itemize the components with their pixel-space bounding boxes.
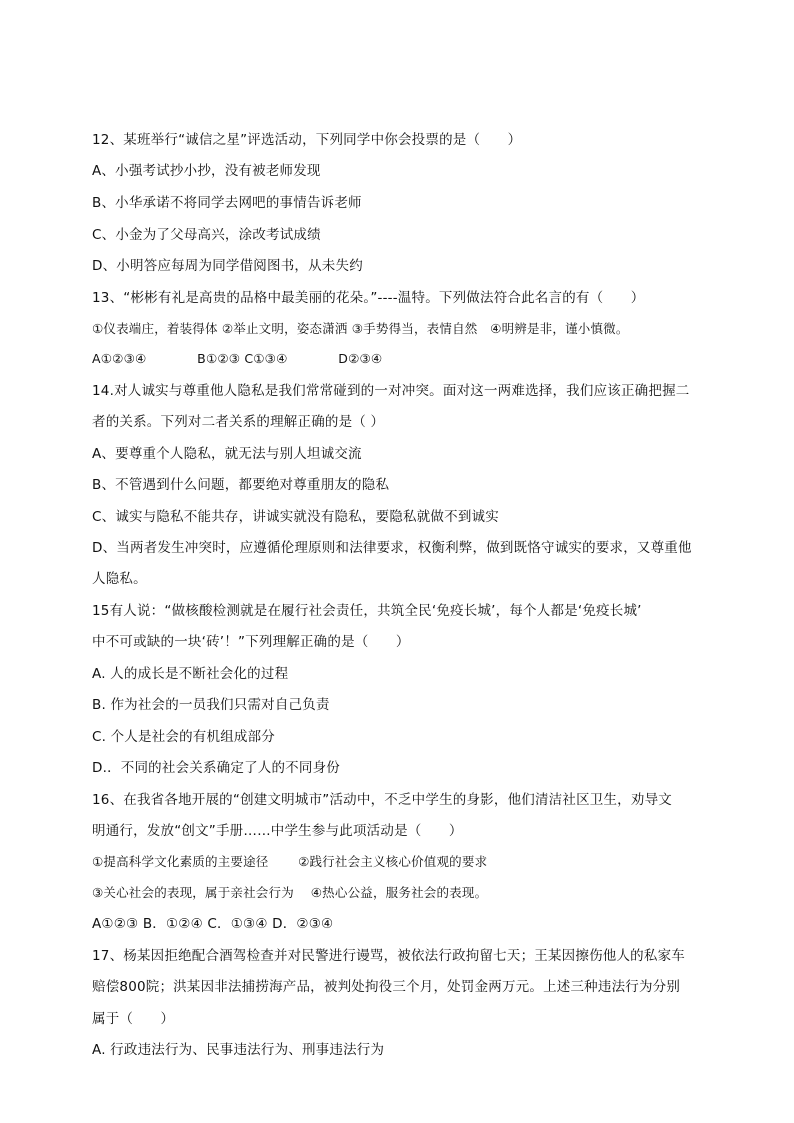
question-14-option-d: D、当两者发生冲突时，应遵循伦理原则和法律要求，权衡利弊，做到既恪守诚实的要求，又尊重他 [92, 540, 692, 556]
question-14-option-b: B、不管遇到什么问题，都要绝对尊重朋友的隐私 [92, 477, 390, 493]
question-14-option-c: C、诚实与隐私不能共存，讲诚实就没有隐私，要隐私就做不到诚实 [92, 509, 499, 525]
question-12-stem: 12、某班举行“诚信之星”评选活动，下列同学中你会投票的是（ ） [92, 132, 522, 148]
question-14-stem-line-2: 者的关系。下列对二者关系的理解正确的是（ ） [92, 414, 385, 430]
question-12-option-d: D、小明答应每周为同学借阅图书，从未失约 [92, 258, 363, 274]
question-16-items-line-2: ③关心社会的表现，属于亲社会行为 ④热心公益，服务社会的表现。 [92, 885, 488, 900]
question-17-stem-line-1: 17、杨某因拒绝配合酒驾检查并对民警进行谩骂，被依法行政拘留七天；王某因擦伤他人的私家车 [92, 948, 685, 964]
question-16-items-line-1: ①提高科学文化素质的主要途径 ②践行社会主义核心价值观的要求 [92, 854, 488, 869]
question-15-option-c: C. 个人是社会的有机组成部分 [92, 729, 276, 745]
question-15-option-d: D.．不同的社会关系确定了人的不同身份 [92, 760, 340, 776]
question-16-stem-line-2: 明通行，发放“创文”手册……中学生参与此项活动是（ ） [92, 823, 463, 839]
question-17-stem-line-3: 属于（ ） [92, 1011, 175, 1027]
question-14-option-a: A、要尊重个人隐私，就无法与别人坦诚交流 [92, 446, 362, 462]
question-14-option-d-continued: 人隐私。 [92, 571, 147, 587]
question-13-options: A①②③④ B①②③ C①③④ D②③④ [92, 351, 383, 366]
question-12-option-c: C、小金为了父母高兴，涂改考试成绩 [92, 227, 321, 243]
question-15-option-b: B. 作为社会的一员我们只需对自己负责 [92, 697, 330, 713]
question-14-stem-line-1: 14.对人诚实与尊重他人隐私是我们常常碰到的一对冲突。面对这一两难选择，我们应该正确把握二 [92, 383, 690, 399]
question-15-stem-line-2: 中不可或缺的一块‘砖’！”下列理解正确的是（ ） [92, 634, 410, 650]
question-13-items: ①仪表端庄，着装得体 ②举止文明，姿态潇洒 ③手势得当，表情自然 ④明辨是非，谨小慎微。 [92, 321, 629, 336]
question-17-stem-line-2: 赔偿800院；洪某因非法捕捞海产品，被判处拘役三个月，处罚金两万元。上述三种违法行为分别 [92, 979, 681, 995]
question-15-stem-line-1: 15有人说：“做核酸检测就是在履行社会责任，共筑全民‘免疫长城’，每个人都是‘免疫长城’ [92, 603, 642, 619]
question-17-option-a: A. 行政违法行为、民事违法行为、刑事违法行为 [92, 1042, 385, 1058]
question-16-options: A①②③ B．①②④ C．①③④ D．②③④ [92, 916, 334, 932]
question-12-option-a: A、小强考试抄小抄，没有被老师发现 [92, 163, 321, 179]
question-12-option-b: B、小华承诺不将同学去网吧的事情告诉老师 [92, 195, 362, 211]
question-15-option-a: A. 人的成长是不断社会化的过程 [92, 666, 289, 682]
question-16-stem-line-1: 16、在我省各地开展的“创建文明城市”活动中，不乏中学生的身影，他们清洁社区卫生，劝导文 [92, 792, 672, 808]
question-13-stem: 13、“彬彬有礼是高贵的品格中最美丽的花朵。”----温特。下列做法符合此名言的有（ ） [92, 290, 645, 306]
